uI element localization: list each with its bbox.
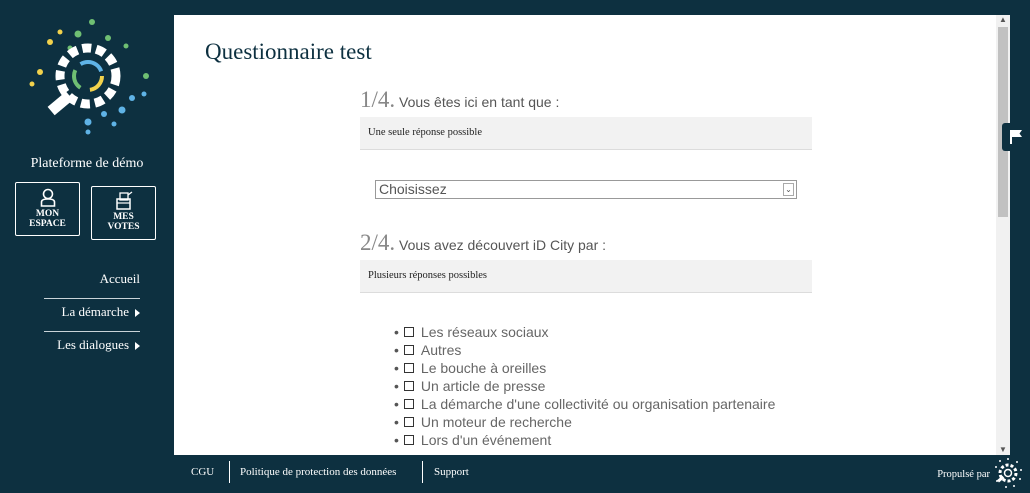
chevron-down-icon: ⌄: [783, 183, 794, 196]
option-item[interactable]: • Le bouche à oreilles: [394, 360, 547, 376]
platform-name: Plateforme de démo: [30, 156, 144, 171]
idcity-logo-icon[interactable]: [992, 457, 1024, 489]
scroll-up-icon[interactable]: ▲: [999, 15, 1007, 24]
footer-link-cgu[interactable]: CGU: [191, 466, 215, 478]
chevron-right-icon: [135, 309, 140, 317]
option-item[interactable]: • Autres: [394, 342, 462, 358]
logo[interactable]: [26, 18, 152, 138]
main-panel: [174, 15, 1010, 455]
flag-icon: [1002, 123, 1030, 151]
question-text: Vous êtes ici en tant que :: [399, 94, 560, 110]
question-text: Vous avez découvert iD City par :: [399, 237, 607, 253]
checkbox[interactable]: [404, 399, 414, 409]
option-item[interactable]: • Un article de presse: [394, 378, 546, 394]
my-space-button[interactable]: MON ESPACE: [15, 182, 80, 236]
checkbox[interactable]: [404, 327, 414, 337]
powered-by-text: Propulsé par: [937, 469, 990, 480]
page-title: Questionnaire test: [205, 39, 372, 64]
sidebar-item-la-demarche[interactable]: La démarche: [44, 299, 140, 332]
footer-link-privacy[interactable]: Politique de protection des données: [240, 466, 397, 478]
sidebar-menu: [44, 266, 140, 364]
checkbox[interactable]: [404, 417, 414, 427]
checkbox[interactable]: [404, 363, 414, 373]
footer-divider: [422, 461, 423, 483]
scroll-down-icon[interactable]: ▼: [999, 445, 1007, 454]
question-hint: Plusieurs réponses possibles: [360, 260, 812, 293]
option-item[interactable]: • Un moteur de recherche: [394, 414, 572, 430]
question-1: [360, 87, 812, 150]
option-item[interactable]: • Lors d'un événement: [394, 432, 552, 448]
question-2: [360, 230, 812, 293]
sidebar-item-les-dialogues[interactable]: Les dialogues: [44, 332, 140, 364]
question-number: 2/4.: [360, 230, 396, 255]
sidebar-item-accueil[interactable]: Accueil: [44, 266, 140, 299]
question-number: 1/4.: [360, 87, 396, 112]
option-item[interactable]: • Les réseaux sociaux: [394, 324, 549, 340]
footer-link-support[interactable]: Support: [434, 466, 469, 478]
report-flag-button[interactable]: [1002, 123, 1030, 151]
checkbox[interactable]: [404, 381, 414, 391]
my-votes-button[interactable]: MES VOTES: [91, 186, 156, 240]
sidebar: [0, 0, 174, 455]
options-list: [394, 323, 775, 449]
footer-divider: [229, 461, 230, 483]
checkbox[interactable]: [404, 435, 414, 445]
footer: [174, 455, 1030, 493]
scrollbar-thumb[interactable]: [998, 27, 1008, 217]
account-buttons: [15, 182, 160, 238]
user-icon: [40, 187, 56, 209]
checkbox[interactable]: [404, 345, 414, 355]
vertical-scrollbar[interactable]: [996, 15, 1010, 455]
answer-select[interactable]: Choisissez ⌄: [375, 180, 797, 199]
ballot-box-icon: [114, 190, 134, 212]
chevron-right-icon: [135, 342, 140, 350]
question-hint: Une seule réponse possible: [360, 117, 812, 150]
option-item[interactable]: • La démarche d'une collectivité ou organisation partenaire: [394, 396, 776, 412]
